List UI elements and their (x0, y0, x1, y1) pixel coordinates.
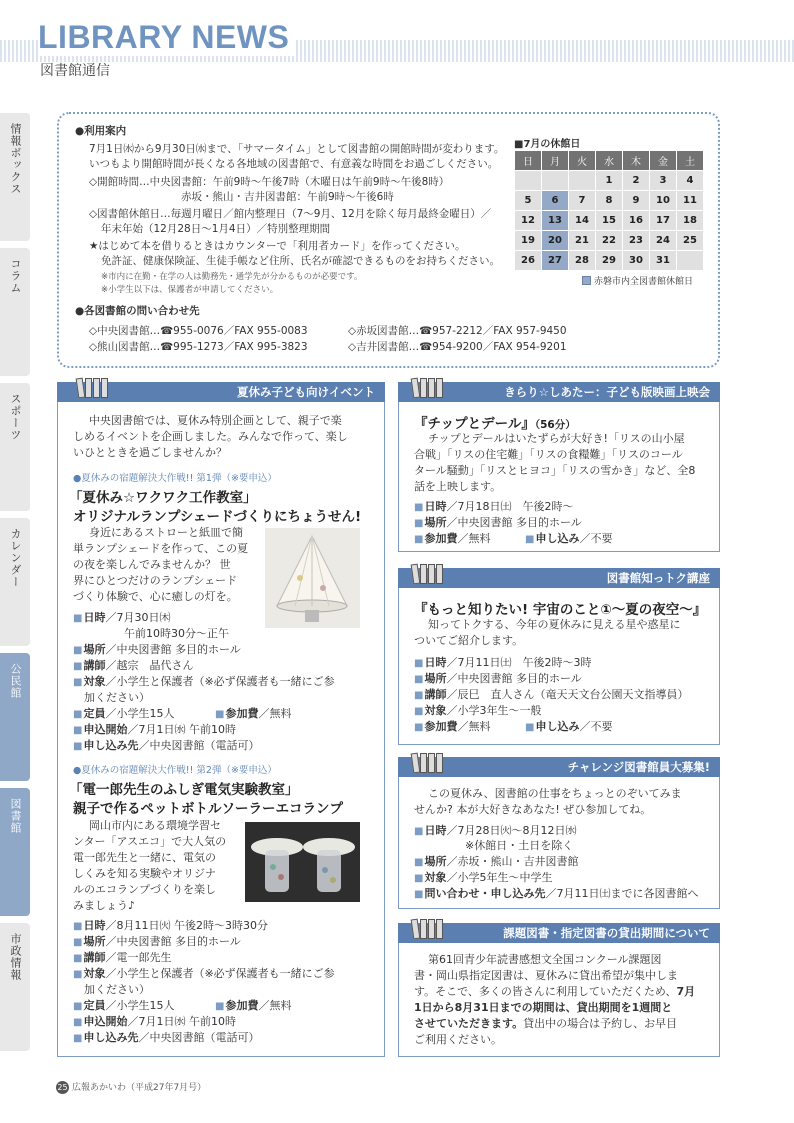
event1-subtitle: オリジナルランプシェードづくりにちょうせん! (73, 509, 362, 525)
event1-teacher: ■講師／越宗 晶代さん (73, 659, 194, 672)
calendar-day: 9 (623, 191, 650, 211)
footer-text: 広報あかいわ（平成27年7月号） (72, 1083, 207, 1093)
loan-text: させていただきます。貸出中の場合は予約し、お早目 (414, 1017, 678, 1030)
movie-desc: チップとデールはいたずらが大好き!「リスの山小屋 (428, 432, 685, 445)
legend-label: 赤磐市内全図書館休館日 (594, 277, 694, 287)
calendar-empty-cell (542, 171, 569, 191)
calendar-day: 15 (596, 211, 623, 231)
usage-heading: ●利用案内 (75, 125, 127, 137)
calendar-closed-day: 27 (542, 251, 569, 271)
calendar-day: 22 (596, 231, 623, 251)
event2-apply: ■申し込み先／中央図書館（電話可） (73, 1031, 260, 1044)
challenge-place: ■場所／赤坂・熊山・吉井図書館 (414, 855, 579, 868)
side-tab-label: 情報ボックス (9, 123, 22, 195)
event2-place: ■場所／中央図書館 多目的ホール (73, 935, 241, 948)
loan-text: す。そこで、多くの皆さんに利用していただくため、7月 (414, 985, 696, 998)
legend-swatch (582, 276, 591, 285)
side-tab-label: 公民館 (9, 663, 22, 699)
calendar-closed-day: 6 (542, 191, 569, 211)
weekday-header: 水 (596, 151, 623, 171)
challenge-desc: せんか? 本が大好きなあなた! ぜひ参加してね。 (414, 803, 652, 816)
weekday-header: 日 (515, 151, 542, 171)
lampshade-photo (265, 528, 360, 628)
calendar-day: 17 (650, 211, 677, 231)
event2-capacity: ■定員／小学生15人 (73, 999, 175, 1012)
event1-capacity: ■定員／小学生15人 (73, 707, 175, 720)
event1-desc: 身近にあるストローと紙皿で簡 (89, 526, 243, 539)
weekday-header: 金 (650, 151, 677, 171)
movie-fee: ■参加費／無料 (414, 532, 491, 545)
lecture-place: ■場所／中央図書館 多目的ホール (414, 672, 582, 685)
page-title: LIBRARY NEWS (38, 18, 295, 56)
side-tab-column[interactable] (0, 248, 30, 376)
closed-day-calendar (514, 150, 704, 271)
usage-note: ※小学生以下は、保護者が申請してください。 (101, 285, 279, 295)
kids-event-header: 夏休み子ども向けイベント (57, 382, 385, 402)
event2-teacher: ■講師／電一郎先生 (73, 951, 172, 964)
event2-desc: しくみを知る実験やオリジナ (73, 867, 216, 880)
event1-desc: づくり体験で、心に癒しの灯を。 (73, 590, 238, 603)
movie-date: ■日時／7月18日㈯ 午後2時〜 (414, 500, 574, 513)
event1-time: 午前10時30分〜正午 (124, 627, 229, 640)
usage-line: 7月1日㈬から9月30日㈬まで、「サマータイム」として図書館の開館時間が変わります。 (89, 143, 505, 155)
movie-header: きらり☆しあたー：子ども版映画上映会 (398, 382, 720, 402)
event2-desc: ンター「アスエコ」で大人気の (73, 835, 227, 848)
loan-text: 第61回青少年読書感想文全国コンクール課題図 (428, 953, 662, 966)
contact-kumayama: ◇熊山図書館…☎995-1273／FAX 995-3823 (89, 341, 308, 353)
challenge-date: ■日時／7月28日㈫〜8月12日㈬ (414, 824, 577, 837)
usage-line: 免許証、健康保険証、生徒手帳など住所、氏名が確認できるものをお持ちください。 (101, 255, 500, 267)
lecture-target: ■対象／小学3年生〜一般 (414, 704, 542, 717)
calendar-closed-day: 20 (542, 231, 569, 251)
calendar-day: 28 (569, 251, 596, 271)
side-tab-calendar[interactable] (0, 518, 30, 646)
side-tab-label: 市政情報 (9, 933, 22, 981)
calendar-day: 16 (623, 211, 650, 231)
lecture-date: ■日時／7月11日㈯ 午後2時〜3時 (414, 656, 592, 669)
lecture-fee: ■参加費／無料 (414, 720, 491, 733)
calendar-day: 18 (677, 211, 704, 231)
movie-place: ■場所／中央図書館 多目的ホール (414, 516, 582, 529)
side-tab-library[interactable] (0, 788, 30, 916)
movie-title: 『チップとデール』（56分） (414, 416, 576, 432)
calendar-day: 31 (650, 251, 677, 271)
side-tab-label: コラム (9, 258, 22, 294)
side-tab-label: スポーツ (9, 393, 22, 441)
event2-desc: 岡山市内にある環境学習セ (89, 819, 221, 832)
side-tab-sports[interactable] (0, 383, 30, 511)
calendar-empty-cell (515, 171, 542, 191)
lecture-apply: ■申し込み／不要 (525, 720, 613, 733)
calendar-day: 26 (515, 251, 542, 271)
event1-fee: ■参加費／無料 (215, 707, 292, 720)
event2-title: 「電一郎先生のふしぎ電気実験教室」 (69, 782, 299, 798)
lecture-teacher: ■講師／辰巳 直人さん（竜天天文台公園天文指導員） (414, 688, 689, 701)
calendar-day: 7 (569, 191, 596, 211)
side-tab-community-center[interactable] (0, 653, 30, 781)
event2-fee: ■参加費／無料 (215, 999, 292, 1012)
challenge-target: ■対象／小学5年生〜中学生 (414, 871, 553, 884)
event2-target-cont: 加ください） (84, 983, 150, 996)
side-tab-label: カレンダー (9, 528, 22, 588)
calendar-day: 23 (623, 231, 650, 251)
challenge-header: チャレンジ図書館員大募集! (398, 757, 720, 777)
event1-note: ●夏休みの宿題解決大作戦!! 第1弾（※要申込） (73, 473, 277, 484)
usage-line: 年末年始（12月28日〜1月4日）／特別整理期間 (101, 223, 331, 235)
calendar-day: 30 (623, 251, 650, 271)
calendar-day: 14 (569, 211, 596, 231)
movie-desc: 話を上映します。 (414, 480, 502, 493)
usage-line: ◇図書館休館日…毎週月曜日／館内整理日（7〜9月、12月を除く毎月最終金曜日）／ (89, 208, 492, 220)
calendar-day: 8 (596, 191, 623, 211)
event1-desc: 界にひとつだけのランプシェード (73, 574, 238, 587)
page-subtitle: 図書館通信 (40, 63, 110, 79)
event2-start: ■申込開始／7月1日㈬ 午前10時 (73, 1015, 236, 1028)
books-icon (410, 374, 444, 398)
kids-intro: 中央図書館では、夏休み特別企画として、親子で楽 (89, 414, 342, 427)
challenge-desc: この夏休み、図書館の仕事をちょっとのぞいてみま (428, 787, 682, 800)
event1-place: ■場所／中央図書館 多目的ホール (73, 643, 241, 656)
books-icon (410, 749, 444, 773)
side-tab-label: 図書館 (9, 798, 22, 834)
calendar-closed-day: 13 (542, 211, 569, 231)
side-tab-city-info[interactable] (0, 923, 30, 1051)
loan-header: 課題図書・指定図書の貸出期間について (398, 923, 720, 943)
calendar-legend (582, 274, 693, 287)
usage-line: 赤坂・熊山・吉井図書館：午前9時〜午後6時 (181, 191, 394, 203)
solar-lamp-photo (245, 822, 360, 902)
challenge-date-note: ※休館日・土日を除く (465, 839, 574, 852)
event2-target: ■対象／小学生と保護者（※必ず保護者も一緒にご参 (73, 967, 335, 980)
usage-line: ★はじめて本を借りるときはカウンターで「利用者カード」を作ってください。 (89, 240, 466, 252)
event2-note: ●夏休みの宿題解決大作戦!! 第2弾（※要申込） (73, 765, 277, 776)
weekday-header: 木 (623, 151, 650, 171)
event1-apply: ■申し込み先／中央図書館（電話可） (73, 739, 260, 752)
calendar-day: 24 (650, 231, 677, 251)
calendar-day: 1 (596, 171, 623, 191)
calendar-day: 29 (596, 251, 623, 271)
calendar-day: 21 (569, 231, 596, 251)
event1-start: ■申込開始／7月1日㈬ 午前10時 (73, 723, 236, 736)
event1-date: ■日時／7月30日㈭ (73, 611, 171, 624)
weekday-header: 月 (542, 151, 569, 171)
movie-desc: 合戦」「リスの住宅難」「リスの食糧難」「リスのコール (414, 448, 683, 461)
books-icon (75, 374, 109, 398)
calendar-day: 12 (515, 211, 542, 231)
event1-target-cont: 加ください） (84, 691, 150, 704)
calendar-day: 3 (650, 171, 677, 191)
calendar-empty-cell (677, 251, 704, 271)
event2-date: ■日時／8月11日㈫ 午後2時〜3時30分 (73, 919, 268, 932)
calendar-day: 4 (677, 171, 704, 191)
contact-akasaka: ◇赤坂図書館…☎957-2212／FAX 957-9450 (348, 325, 567, 337)
usage-line: ◇開館時間…中央図書館：午前9時〜午後7時（木曜日は午前9時〜午後8時） (89, 176, 450, 188)
calendar-title: ■7月の休館日 (514, 139, 581, 150)
kids-intro: しめるイベントを企画しました。みんなで作って、楽し (73, 430, 348, 443)
calendar-day: 25 (677, 231, 704, 251)
calendar-day: 19 (515, 231, 542, 251)
kids-intro: いひとときを過ごしませんか？ (73, 446, 227, 459)
lecture-desc: 知ってトクする、今年の夏休みに見える星や惑星に (428, 618, 681, 631)
side-tab-info-box[interactable] (0, 113, 30, 241)
event2-desc: ルのエコランプづくりを楽し (73, 883, 216, 896)
page-number: 25 (57, 1083, 68, 1092)
calendar-day: 5 (515, 191, 542, 211)
books-icon (410, 560, 444, 584)
movie-apply: ■申し込み／不要 (525, 532, 613, 545)
contact-yoshii: ◇吉井図書館…☎954-9200／FAX 954-9201 (348, 341, 567, 353)
event2-desc: 電一郎先生と一緒に、電気の (73, 851, 216, 864)
calendar-day: 10 (650, 191, 677, 211)
event2-desc: みましょう♪ (73, 899, 136, 912)
usage-line: いつもより開館時間が長くなる各地域の図書館で、有意義な時間をお過ごしください。 (89, 158, 499, 170)
contact-heading: ●各図書館の問い合わせ先 (75, 305, 200, 317)
calendar-day: 2 (623, 171, 650, 191)
books-icon (410, 915, 444, 939)
loan-text: ご利用ください。 (414, 1033, 502, 1046)
weekday-header: 火 (569, 151, 596, 171)
footer (56, 1080, 206, 1094)
calendar-empty-cell (569, 171, 596, 191)
challenge-contact: ■問い合わせ・申し込み先／7月11日㈯までに各図書館へ (414, 887, 699, 900)
event1-target: ■対象／小学生と保護者（※必ず保護者も一緒にご参 (73, 675, 335, 688)
contact-central: ◇中央図書館…☎955-0076／FAX 955-0083 (89, 325, 308, 337)
lecture-title: 『もっと知りたい! 宇宙のこと①〜夏の夜空〜』 (414, 602, 707, 618)
loan-text-bold: 1日から8月31日までの期間は、貸出期間を1週間と (414, 1001, 673, 1014)
calendar-day: 11 (677, 191, 704, 211)
event2-subtitle: 親子で作るペットボトルソーラーエコランプ (73, 801, 343, 817)
usage-note: ※市内に在勤・在学の人は勤務先・通学先が分かるものが必要です。 (101, 272, 363, 282)
movie-desc: タール騒動」「リスとヒヨコ」「リスの雪かき」など、全8 (414, 464, 696, 477)
event1-desc: 単ランプシェードを作って、この夏 (73, 542, 249, 555)
weekday-header: 土 (677, 151, 704, 171)
lecture-desc: ついてご紹介します。 (414, 634, 524, 647)
loan-text: 書・岡山県指定図書は、夏休みに貸出希望が集中しま (414, 969, 678, 982)
event1-title: 「夏休み☆ワクワク工作教室」 (69, 490, 257, 506)
lecture-header: 図書館知っトク講座 (398, 568, 720, 588)
event1-desc: の夜を楽しんでみませんか？ 世 (73, 558, 231, 571)
